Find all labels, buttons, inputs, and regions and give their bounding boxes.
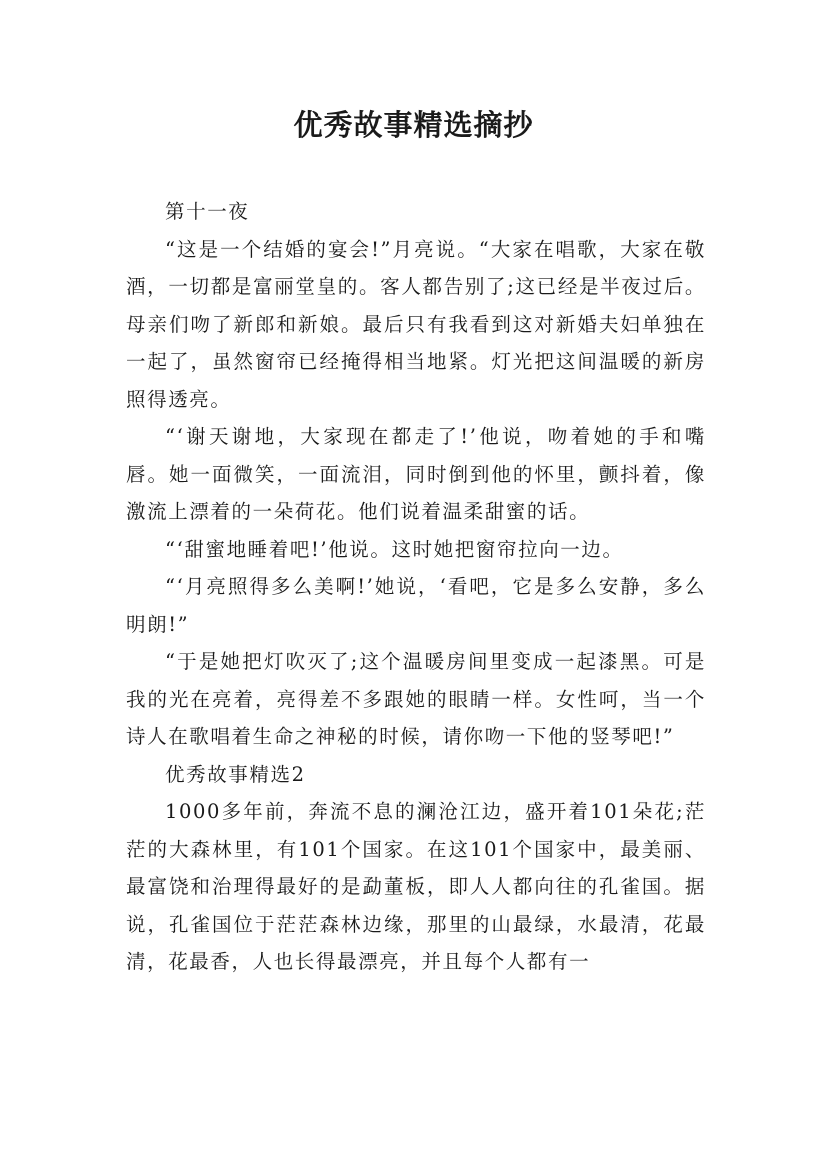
document-title: 优秀故事精选摘抄 <box>293 108 534 142</box>
section-heading: 优秀故事精选2 <box>165 762 306 786</box>
paragraph: “‘甜蜜地睡着吧!’他说。这时她把窗帘拉向一边。 <box>165 537 624 561</box>
paragraph: “‘谢天谢地，大家现在都走了!’他说，吻着她的手和嘴唇。她一面微笑，一面流泪，同时倒到他的怀里，颤抖着，像激流上漂着的一朵荷花。他们说着温柔甜蜜的话。 <box>126 425 706 523</box>
paragraph: 1000多年前，奔流不息的澜沧江边，盛开着101朵花;茫茫的大森林里，有101个国家。在这101个国家中，最美丽、最富饶和治理得最好的是勐董板，即人人都向往的孔雀国。据说，孔雀国位于茫茫森林边缘，那里的山最绿，水最清，花最清，花最香，人也长得最漂亮，并且每个人都有一 <box>126 800 706 973</box>
paragraph: “这是一个结婚的宴会!”月亮说。“大家在唱歌，大家在敬酒，一切都是富丽堂皇的。客人都告别了;这已经是半夜过后。母亲们吻了新郎和新娘。最后只有我看到这对新婚夫妇单独在一起了，虽然窗帘已经掩得相当地紧。灯光把这间温暖的新房照得透亮。 <box>126 237 706 411</box>
document-body <box>126 193 706 981</box>
paragraph-night-heading: 第十一夜 <box>165 200 250 223</box>
paragraph: “于是她把灯吹灭了;这个温暖房间里变成一起漆黑。可是我的光在亮着，亮得差不多跟她的眼睛一样。女性呵，当一个诗人在歌唱着生命之神秘的时候，请你吻一下他的竖琴吧!” <box>126 650 706 748</box>
paragraph: “‘月亮照得多么美啊!’她说，‘看吧，它是多么安静，多么明朗!” <box>126 575 706 636</box>
